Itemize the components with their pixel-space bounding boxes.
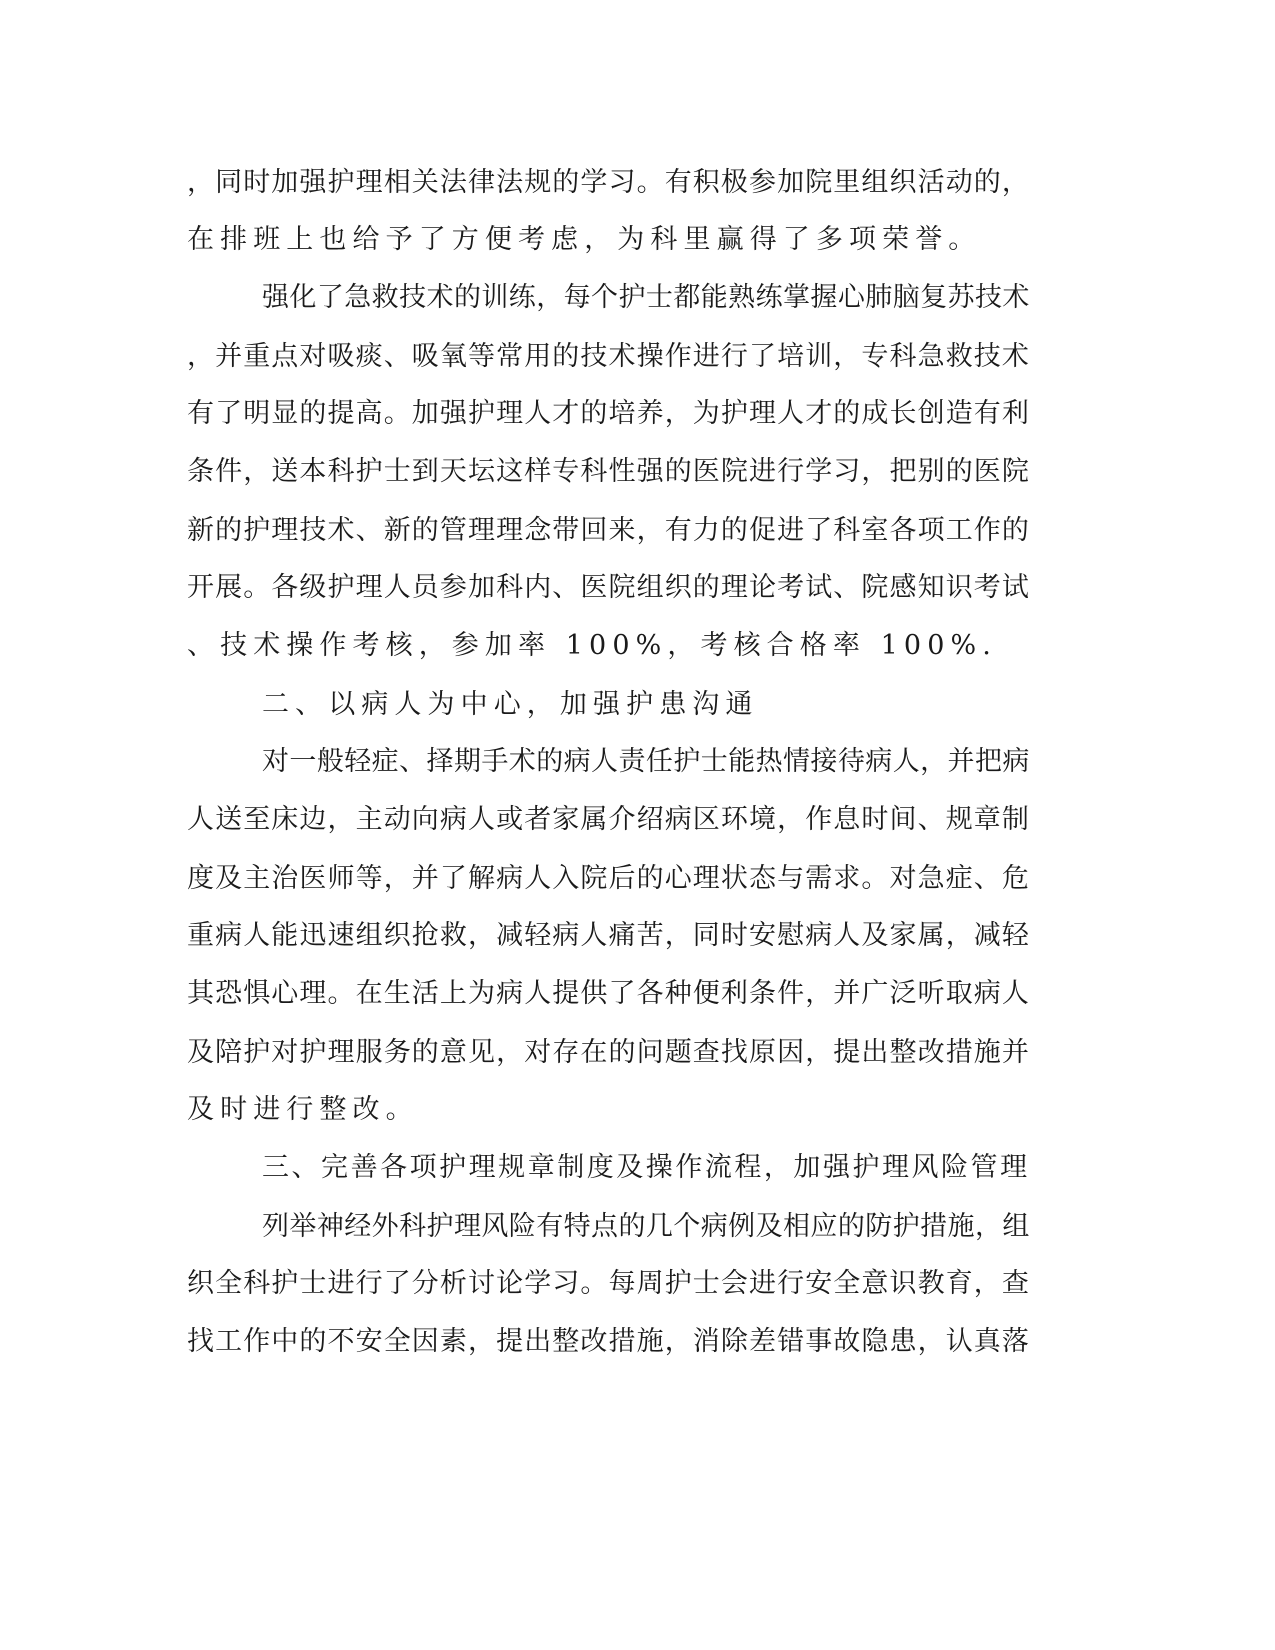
text-line-1: ，同时加强护理相关法律法规的学习。有积极参加院里组织活动的， (187, 167, 1030, 198)
text-line-6: 条件，送本科护士到天坛这样专科性强的医院进行学习，把别的医院 (187, 456, 1030, 487)
text-line-5: 有了明显的提高。加强护理人才的培养，为护理人才的成长创造有利 (187, 398, 1030, 429)
section-heading-3: 三、完善各项护理规章制度及操作流程，加强护理风险管理 (262, 1152, 1030, 1183)
text-line-2: 在排班上也给予了方便考虑，为科里赢得了多项荣誉。 (187, 224, 982, 255)
text-line-13: 度及主治医师等，并了解病人入院后的心理状态与需求。对急症、危 (187, 863, 1030, 894)
text-line-16: 及陪护对护理服务的意见，对存在的问题查找原因，提出整改措施并 (187, 1037, 1030, 1068)
section-heading-2: 二、以病人为中心，加强护患沟通 (262, 689, 759, 720)
text-line-9: 、技术操作考核，参加率 100%，考核合格率 100%. (187, 630, 997, 661)
text-line-21: 找工作中的不安全因素，提出整改措施，消除差错事故隐患，认真落 (187, 1326, 1030, 1357)
text-line-14: 重病人能迅速组织抢救，减轻病人痛苦，同时安慰病人及家属，减轻 (187, 920, 1030, 951)
text-line-8: 开展。各级护理人员参加科内、医院组织的理论考试、院感知识考试 (187, 572, 1030, 603)
text-line-4: ，并重点对吸痰、吸氧等常用的技术操作进行了培训，专科急救技术 (187, 341, 1030, 372)
text-line-7: 新的护理技术、新的管理理念带回来，有力的促进了科室各项工作的 (187, 515, 1030, 546)
text-line-17: 及时进行整改。 (187, 1094, 419, 1125)
text-line-20: 织全科护士进行了分析讨论学习。每周护士会进行安全意识教育，查 (187, 1268, 1030, 1299)
text-line-15: 其恐惧心理。在生活上为病人提供了各种便利条件，并广泛听取病人 (187, 978, 1030, 1009)
paragraph-first-line: 列举神经外科护理风险有特点的几个病例及相应的防护措施，组 (262, 1211, 1030, 1242)
paragraph-first-line: 强化了急救技术的训练，每个护士都能熟练掌握心肺脑复苏技术 (262, 282, 1030, 313)
paragraph-first-line: 对一般轻症、择期手术的病人责任护士能热情接待病人，并把病 (262, 746, 1030, 777)
text-line-12: 人送至床边，主动向病人或者家属介绍病区环境，作息时间、规章制 (187, 804, 1030, 835)
